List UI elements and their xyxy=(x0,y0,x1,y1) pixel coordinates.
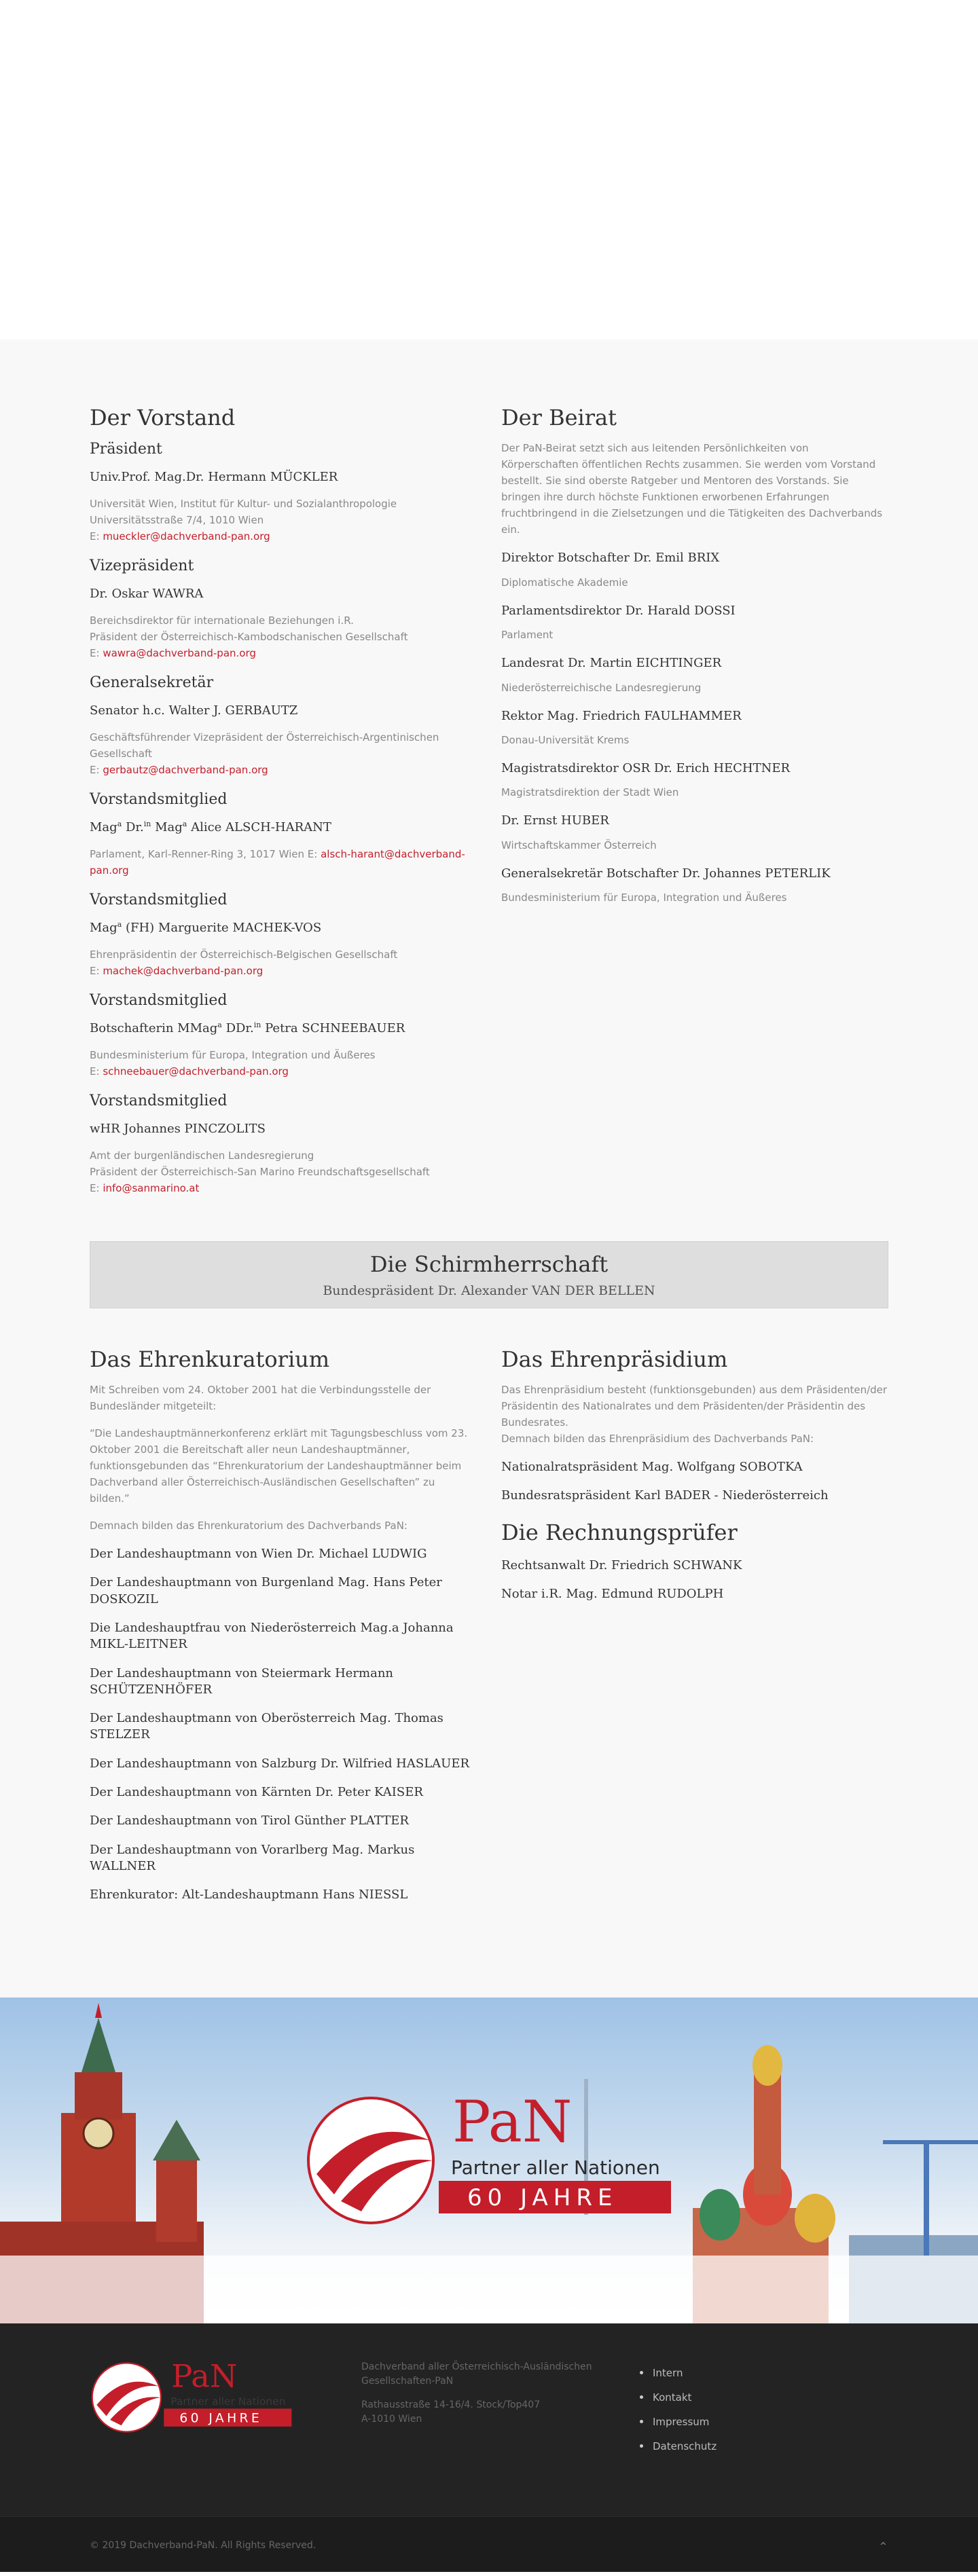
footer-nav xyxy=(640,2360,717,2465)
ehrenpraesidium-column xyxy=(501,1346,888,1916)
ehrenkuratorium-title: Das Ehrenkuratorium xyxy=(90,1346,330,1372)
footer-nav-label: Datenschutz xyxy=(653,2440,717,2452)
beirat-member-org: Bundesministerium für Europa, Integration und Äußeres xyxy=(501,891,787,904)
email-prefix: E: xyxy=(90,764,103,777)
footer-nav-label: Kontakt xyxy=(653,2391,692,2404)
copyright-text: © 2019 Dachverband-PaN. All Rights Reserved. xyxy=(90,2539,316,2551)
hero-banner xyxy=(0,1998,978,2323)
ehrenpraesidium-member: Nationalratspräsident Mag. Wolfgang SOBOTKA xyxy=(501,1460,803,1475)
rechnungspruefer-title: Die Rechnungsprüfer xyxy=(501,1519,738,1545)
beirat-title: Der Beirat xyxy=(501,405,617,430)
beirat-member-name: Direktor Botschafter Dr. Emil BRIX xyxy=(501,551,720,566)
praesident-label: Präsident xyxy=(90,441,162,458)
mitglied-1-info-block xyxy=(90,846,477,879)
email-prefix: E: xyxy=(90,530,103,543)
rechnungspruefer-list xyxy=(501,1558,888,1603)
bullet-icon xyxy=(640,2420,643,2423)
beirat-list xyxy=(501,550,888,906)
footer-logo-anniversary: 60 JAHRE xyxy=(179,2410,263,2425)
copyright-bar xyxy=(0,2516,978,2572)
ehrenkuratorium-p1: Mit Schreiben vom 24. Oktober 2001 hat die Verbindungsstelle der Bundesländer mitgeteilt: xyxy=(90,1384,431,1413)
ehrenkuratorium-member: Der Landeshauptmann von Salzburg Dr. Wilfried HASLAUER xyxy=(90,1756,470,1771)
footer-nav-item-impressum[interactable] xyxy=(640,2416,717,2428)
beirat-member-name: Generalsekretär Botschafter Dr. Johannes PETERLIK xyxy=(501,866,831,881)
gs-info-block xyxy=(90,729,477,778)
mitglied-4-name: wHR Johannes PINCZOLITS xyxy=(90,1121,266,1136)
rechnungspruefer-member: Notar i.R. Mag. Edmund RUDOLPH xyxy=(501,1587,724,1602)
logo-tagline: Partner aller Nationen xyxy=(451,2156,660,2179)
email-prefix: E: xyxy=(90,1182,103,1195)
gs-info: Geschäftsführender Vizepräsident der Österreichisch-Argentinischen Gesellschaft xyxy=(90,731,439,760)
footer-logo-wrap[interactable] xyxy=(90,2360,361,2465)
ehrenkuratorium-column xyxy=(90,1346,477,1916)
vize-name: Dr. Oskar WAWRA xyxy=(90,586,204,601)
ehrenkuratorium-member: Der Landeshauptmann von Oberösterreich Mag. Thomas STELZER xyxy=(90,1711,443,1742)
mitglied-label: Vorstandsmitglied xyxy=(90,992,228,1010)
email-prefix: E: xyxy=(90,647,103,660)
ehrenkuratorium-member: Der Landeshauptmann von Tirol Günther PLATTER xyxy=(90,1814,409,1828)
mitglied-2-info: Ehrenpräsidentin der Österreichisch-Belgischen Gesellschaft xyxy=(90,949,398,961)
ehrenkuratorium-member: Ehrenkurator: Alt-Landeshauptmann Hans NIESSL xyxy=(90,1888,408,1902)
footer-nav-item-intern[interactable] xyxy=(640,2367,717,2379)
ehrenkuratorium-member: Der Landeshauptmann von Kärnten Dr. Peter KAISER xyxy=(90,1785,423,1800)
beirat-member-org: Parlament xyxy=(501,629,554,642)
ehrenpraesidium-member: Bundesratspräsident Karl BADER - Niederösterreich xyxy=(501,1488,829,1503)
footer-address-2: A-1010 Wien xyxy=(361,2413,422,2425)
mitglied-3-info: Bundesministerium für Europa, Integration und Äußeres xyxy=(90,1049,376,1062)
ehrenkuratorium-p3: Demnach bilden das Ehrenkuratorium des Dachverbands PaN: xyxy=(90,1520,408,1532)
vize-info: Bereichsdirektor für internationale Beziehungen i.R. Präsident der Österreichisch-Kambodschanischen Gesellschaft xyxy=(90,614,408,644)
mitglied-label: Vorstandsmitglied xyxy=(90,891,228,909)
vize-info-block xyxy=(90,612,477,661)
bullet-icon xyxy=(640,2444,643,2448)
ehrenpraesidium-intro: Das Ehrenpräsidium besteht (funktionsgebunden) aus dem Präsidenten/der Präsidentin des Nationalrates und dem Präsidenten/der Präsidentin des Bundesrates. Demnach bilden das Ehrenpräsidium des Dachverbands PaN: xyxy=(501,1384,888,1446)
gs-name: Senator h.c. Walter J. GERBAUTZ xyxy=(90,703,298,718)
gs-label: Generalsekretär xyxy=(90,674,214,692)
scroll-to-top-icon[interactable]: ⌃ xyxy=(877,2539,888,2554)
ehrenkuratorium-member: Der Landeshauptmann von Wien Dr. Michael LUDWIG xyxy=(90,1547,427,1562)
beirat-member-name: Parlamentsdirektor Dr. Harald DOSSI xyxy=(501,603,736,618)
mitglied-2-name: Mag$^a$ (FH) Marguerite MACHEK-VOS xyxy=(90,919,322,935)
schirmherrschaft-title: Die Schirmherrschaft xyxy=(369,1251,609,1278)
vize-label: Vizepräsident xyxy=(90,557,194,575)
mitglied-4-email-link[interactable]: info@sanmarino.at xyxy=(103,1182,200,1195)
beirat-member-org: Magistratsdirektion der Stadt Wien xyxy=(501,786,679,799)
logo-brand: PaN xyxy=(452,2092,573,2155)
footer-address-1: Rathausstraße 14-16/4. Stock/Top407 xyxy=(361,2399,541,2410)
schirmherrschaft-box xyxy=(90,1241,888,1308)
mitglied-1-name: Mag$^a$ Dr.$^{in}$ Mag$^a$ Alice ALSCH-HARANT xyxy=(90,819,331,834)
mitglied-4-info: Amt der burgenländischen Landesregierung Präsident der Österreichisch-San Marino Freundschaftsgesellschaft xyxy=(90,1149,430,1179)
footer-logo-brand: PaN xyxy=(171,2359,238,2395)
beirat-member-name: Magistratsdirektor OSR Dr. Erich HECHTNER xyxy=(501,760,791,775)
pan-logo-large xyxy=(307,2093,671,2228)
ehrenpraesidium-list xyxy=(501,1459,888,1505)
logo-anniversary: 60 JAHRE xyxy=(467,2184,618,2211)
ehrenkuratorium-p2: “Die Landeshauptmännerkonferenz erklärt mit Tagungsbeschluss vom 23. Oktober 2001 die Bereitschaft aller neun Landeshauptmänner, funktionsgebunden das “Ehrenkuratorium der Landeshauptmänner beim Dachverband aller Österreichisch-Ausländischen Gesellschaften” zu bilden.” xyxy=(90,1427,468,1505)
mitglied-3-email-link[interactable]: schneebauer@dachverband-pan.org xyxy=(103,1065,289,1078)
footer-nav-label: Impressum xyxy=(653,2415,710,2428)
beirat-member-name: Rektor Mag. Friedrich FAULHAMMER xyxy=(501,708,742,723)
footer-address xyxy=(361,2360,640,2465)
bullet-icon xyxy=(640,2395,643,2399)
beirat-member-name: Dr. Ernst HUBER xyxy=(501,813,609,828)
beirat-member-org: Donau-Universität Krems xyxy=(501,733,630,746)
mitglied-2-email-link[interactable]: machek@dachverband-pan.org xyxy=(103,965,264,978)
email-prefix: E: xyxy=(90,1065,103,1078)
footer-nav-label: Intern xyxy=(653,2366,683,2379)
ehrenkuratorium-list xyxy=(90,1546,477,1903)
mitglied-1-info: Parlament, Karl-Renner-Ring 3, 1017 Wien E: xyxy=(90,848,321,861)
praesident-info-block xyxy=(90,496,477,545)
beirat-member-org: Diplomatische Akademie xyxy=(501,576,628,589)
ehrenkuratorium-member: Der Landeshauptmann von Steiermark Hermann SCHÜTZENHÖFER xyxy=(90,1666,394,1697)
schirmherrschaft-name: Bundespräsident Dr. Alexander VAN DER BELLEN xyxy=(323,1283,655,1298)
footer-org-name: Dachverband aller Österreichisch-Ausländischen Gesellschaften-PaN xyxy=(361,2361,592,2387)
gs-email-link[interactable]: gerbautz@dachverband-pan.org xyxy=(103,764,268,777)
vorstand-title: Der Vorstand xyxy=(90,405,236,430)
email-prefix: E: xyxy=(90,965,103,978)
praesident-info: Universität Wien, Institut für Kultur- und Sozialanthropologie Universitätsstraße 7/4, 1010 Wien xyxy=(90,498,397,527)
beirat-intro: Der PaN-Beirat setzt sich aus leitenden Persönlichkeiten von Körperschaften öffentlichen Rechts zusammen. Sie werden vom Vorstand bestellt. Sie sind oberste Ratgeber und Mentoren des Vorstands. Sie bringen ihre durch höchste Funktionen erworbenen Erfahrungen fruchtbringend in die Zielsetzungen und die Tätigkeiten des Dachverbands ein. xyxy=(501,442,883,536)
beirat-member-org: Niederösterreichische Landesregierung xyxy=(501,681,702,694)
ehrenpraesidium-title: Das Ehrenpräsidium xyxy=(501,1346,728,1372)
beirat-column xyxy=(501,405,888,1196)
footer-nav-item-kontakt[interactable] xyxy=(640,2391,717,2404)
footer-logo-tagline: Partner aller Nationen xyxy=(170,2395,286,2408)
mitglied-4-info-block xyxy=(90,1147,477,1196)
footer-nav-item-datenschutz[interactable] xyxy=(640,2440,717,2452)
ehrenkuratorium-member: Der Landeshauptmann von Vorarlberg Mag. Markus WALLNER xyxy=(90,1842,415,1873)
mitglied-label: Vorstandsmitglied xyxy=(90,1092,228,1110)
rechnungspruefer-member: Rechtsanwalt Dr. Friedrich SCHWANK xyxy=(501,1558,742,1573)
ehrenkuratorium-member: Die Landeshauptfrau von Niederösterreich Mag.a Johanna MIKL-LEITNER xyxy=(90,1620,454,1652)
mitglied-label: Vorstandsmitglied xyxy=(90,791,228,809)
vize-email-link[interactable]: wawra@dachverband-pan.org xyxy=(103,647,256,660)
mitglied-3-info-block xyxy=(90,1047,477,1080)
mitglied-1-email-link[interactable]: alsch-harant@dachverband-pan.org xyxy=(90,848,465,877)
vorstand-column xyxy=(90,405,477,1196)
ehrenkuratorium-member: Der Landeshauptmann von Burgenland Mag. Hans Peter DOSKOZIL xyxy=(90,1575,442,1606)
beirat-member-name: Landesrat Dr. Martin EICHTINGER xyxy=(501,656,722,671)
mitglied-2-info-block xyxy=(90,946,477,979)
mitglied-3-name: Botschafterin MMag$^a$ DDr.$^{in}$ Petra SCHNEEBAUER xyxy=(90,1020,405,1035)
praesident-name: Univ.Prof. Mag.Dr. Hermann MÜCKLER xyxy=(90,469,338,484)
footer xyxy=(0,2323,978,2516)
beirat-member-org: Wirtschaftskammer Österreich xyxy=(501,839,657,851)
pan-logo-footer xyxy=(90,2360,293,2435)
bullet-icon xyxy=(640,2371,643,2374)
main-section xyxy=(0,339,978,1998)
praesident-email-link[interactable]: mueckler@dachverband-pan.org xyxy=(103,530,270,543)
top-blank-area xyxy=(0,0,978,339)
